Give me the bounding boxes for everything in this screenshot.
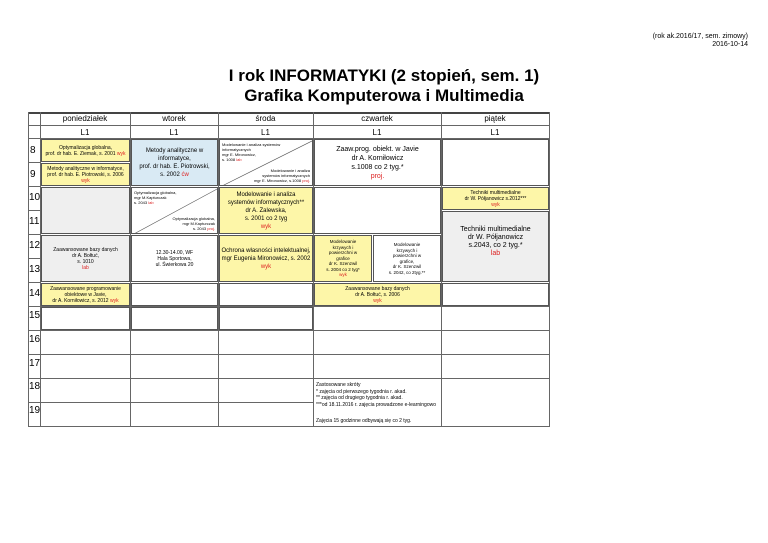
class-title: powierzchni w — [328, 250, 358, 256]
class-title: Ochrona własności intelektualnej, — [221, 247, 311, 254]
class-title: systemów informatycznych — [262, 173, 310, 178]
legend-item: ** zajęcia od drugiego tygodnia r. akad. — [316, 395, 403, 401]
class-type: proj. — [370, 172, 385, 180]
group-label: L1 — [372, 128, 382, 137]
timetable — [28, 112, 550, 430]
class-teacher: dr W. Półjanowicz s.2012*** — [464, 195, 527, 202]
legend-notes — [316, 382, 436, 408]
empty-slot — [131, 307, 218, 330]
class-monday-advanced-programming[interactable] — [41, 283, 130, 306]
hour-label: 12 — [29, 240, 41, 251]
group-label: L1 — [169, 128, 179, 137]
class-teacher: mgr M.Kapturczak — [134, 195, 167, 200]
group-label: L1 — [80, 128, 90, 137]
class-tuesday-pe[interactable] — [131, 235, 218, 282]
empty-slot — [442, 139, 549, 186]
class-title: 12.30-14.00, WF — [155, 249, 194, 256]
class-title: Modelowanie i analiza systemów — [222, 142, 281, 147]
hour-label: 14 — [29, 288, 41, 299]
class-title: Modelowanie — [393, 242, 421, 247]
class-title: Metody analityczne w — [145, 147, 204, 154]
hour-label: 18 — [29, 381, 41, 392]
class-title: informatyce, — [158, 155, 191, 162]
class-type: ćw — [181, 171, 189, 178]
class-type: lab — [490, 250, 501, 257]
class-systems-modelling-proj — [254, 168, 310, 183]
class-teacher: dr K. Szenzwil — [328, 261, 358, 267]
class-title: Techniki multimedialne — [460, 226, 531, 233]
class-title: Metody analityczne w informatyce, — [47, 165, 124, 172]
group-label: L1 — [261, 128, 270, 137]
class-type: wyk — [339, 272, 347, 278]
class-title: Optymalizacja globalna, — [172, 216, 215, 221]
class-teacher: dr A. Zalewska, — [245, 207, 287, 214]
class-room: s. 1008 — [222, 157, 236, 162]
class-type: lab — [82, 264, 89, 271]
hour-label: 10 — [29, 192, 41, 203]
hour-label: 16 — [29, 334, 41, 345]
class-friday-multimedia-lab[interactable] — [442, 211, 549, 282]
class-type: wyk — [260, 223, 272, 230]
class-teacher: mgr E. Mironowicz, s.1008 — [253, 178, 302, 183]
class-teacher: dr A. Korniłowicz — [351, 154, 404, 162]
legend-footnote: Zajęcia 15 godzinne odbywają się co 2 tyg. — [316, 418, 412, 424]
class-teacher: dr A. Bołtuć, — [72, 252, 99, 259]
day-wednesday: środa — [255, 114, 276, 123]
hour-label: 8 — [30, 145, 36, 156]
class-type: proj. — [207, 226, 215, 231]
class-type: wyk — [116, 150, 126, 157]
issue-date: 2016-10-14 — [712, 41, 748, 48]
class-teacher: mgr E. Mironowicz, — [222, 152, 257, 157]
hour-label: 9 — [30, 169, 36, 180]
class-room: s.2043, co 2 tyg.* — [468, 242, 523, 249]
class-wednesday-systems-modelling-lecture[interactable] — [219, 187, 313, 234]
legend-title: Zastosowane skróty — [316, 382, 361, 388]
class-thursday-curves-lab[interactable] — [373, 235, 441, 282]
class-title: krzywych i — [332, 244, 354, 250]
day-tuesday: wtorek — [162, 114, 186, 123]
class-teacher: prof. dr hab. E. Piotrowski, — [139, 163, 210, 170]
class-title: Optymalizacja globalna, — [58, 144, 113, 151]
legend-item: * zajęcia od pierwszego tygodnia r. akad. — [316, 388, 407, 395]
class-title: grafice, — [399, 258, 415, 264]
legend-item: ***od 18.11.2016 r. zajęcia prowadzone e-learningowo — [316, 401, 436, 408]
day-friday: piątek — [484, 114, 506, 123]
class-room: s. 2042, co 2tyg.** — [388, 269, 426, 275]
class-optimization-lab — [134, 190, 176, 205]
class-monday-analytical-methods[interactable] — [41, 163, 130, 186]
class-room: s. 1010 — [77, 258, 94, 265]
class-title: Zaaw.prog. obiekt. w Javie — [336, 145, 419, 153]
class-title: Modelowanie — [329, 239, 357, 245]
hour-label: 15 — [29, 310, 41, 321]
class-title: systemów informatycznych** — [227, 199, 305, 206]
class-type: wyk — [373, 297, 382, 304]
class-thursday-java-project[interactable] — [314, 139, 441, 186]
class-title: krzywych i — [396, 247, 418, 253]
page-title: I rok INFORMATYKI (2 stopień, sem. 1) — [228, 66, 540, 85]
class-title: Techniki multimedialne — [470, 189, 521, 196]
class-thursday-databases-lecture[interactable] — [314, 283, 441, 306]
class-systems-modelling-lab — [222, 142, 280, 162]
class-wednesday-ip-protection[interactable] — [219, 235, 313, 282]
class-title: powierzchni w — [392, 253, 422, 258]
day-thursday: czwartek — [361, 114, 393, 123]
class-room: s. 2001 co 2 tyg — [244, 215, 288, 222]
class-title: Zaawansowane bazy danych — [53, 246, 118, 253]
class-teacher: dr K. Szenzwil — [392, 264, 422, 269]
class-room: s.1008 co 2 tyg.* — [351, 163, 404, 171]
class-address: ul. Świerkowa 20 — [155, 261, 194, 268]
empty-slot — [219, 283, 313, 306]
class-teacher: prof. dr hab. E. Ziemak, s. 2001 — [45, 150, 116, 157]
class-title: Modelowanie i analiza — [270, 168, 310, 173]
class-type: wyk — [81, 177, 90, 184]
page-subtitle: Grafika Komputerowa i Multimedia — [244, 86, 524, 105]
hour-label: 13 — [29, 264, 41, 275]
class-tuesday-analytical-methods[interactable] — [131, 139, 218, 186]
class-teacher: dr W. Półjanowicz — [467, 234, 524, 241]
class-title: Modelowanie i analiza — [236, 191, 296, 198]
class-title: Zaawansowane bazy danych — [345, 285, 410, 292]
class-friday-multimedia-lecture[interactable] — [442, 187, 549, 210]
empty-slot — [314, 187, 441, 234]
hour-label: 19 — [29, 405, 41, 416]
class-wednesday-systems-modelling-split[interactable] — [219, 139, 313, 186]
empty-slot — [442, 283, 549, 306]
class-teacher: mgr Eugenia Mironowicz, s. 2002 — [221, 255, 311, 262]
academic-year: (rok ak.2016/17, sem. zimowy) — [652, 33, 748, 40]
class-title: grafice — [336, 255, 350, 261]
class-title: Optymalizacja globalna, — [134, 190, 177, 195]
empty-slot — [219, 307, 313, 330]
group-label: L1 — [490, 128, 500, 137]
hour-label: 17 — [29, 358, 41, 369]
class-type: lab — [148, 200, 154, 205]
class-type: wyk — [491, 201, 500, 208]
class-teacher: dr A. Korniłowicz, s. 2012 — [52, 297, 109, 304]
class-teacher: mgr M.Kapturczak — [182, 221, 215, 226]
day-monday: poniedziałek — [62, 114, 108, 123]
class-room: s. 2043 — [192, 226, 207, 231]
class-room: s. 2043 — [134, 200, 148, 205]
class-thursday-curves-lecture[interactable] — [314, 235, 372, 282]
class-type: wyk — [109, 297, 119, 304]
class-title: Zaawansowane programowanie — [50, 285, 121, 292]
class-teacher: prof. dr hab. E. Piotrowski, s. 2006 — [47, 171, 124, 178]
class-title: obiektowe w Javie, — [64, 291, 107, 298]
class-room: s. 2002 — [160, 171, 180, 178]
empty-slot — [41, 187, 130, 234]
class-monday-optimization[interactable] — [41, 139, 130, 162]
class-type: proj. — [302, 178, 310, 183]
class-title: informatycznych — [222, 147, 251, 152]
class-teacher: dr A. Bołtuć, s. 2006 — [355, 291, 400, 298]
class-type: lab — [236, 157, 242, 162]
class-type: wyk — [260, 263, 272, 270]
class-location: Hala Sportowa, — [157, 255, 192, 262]
class-room: s. 2004 co 2 tyg* — [326, 266, 360, 272]
hour-label: 11 — [29, 216, 40, 227]
class-tuesday-optimization-split[interactable] — [131, 187, 218, 234]
empty-slot — [41, 307, 130, 330]
header-meta — [653, 33, 748, 49]
empty-slot — [131, 283, 218, 306]
class-monday-advanced-databases[interactable] — [41, 235, 130, 282]
class-optimization-proj — [173, 216, 215, 231]
